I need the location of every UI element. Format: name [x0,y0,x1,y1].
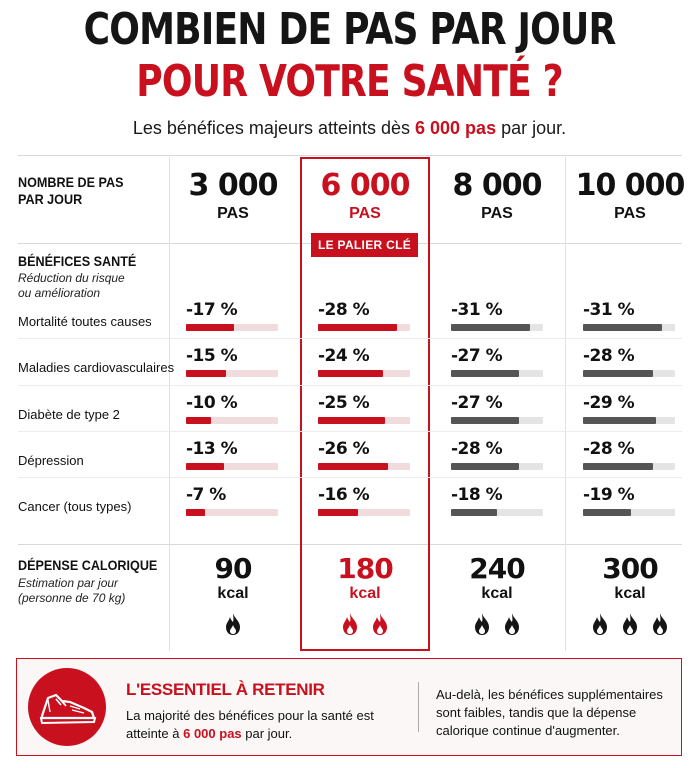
sneaker-badge [28,668,106,746]
takeaway-separator [418,682,419,732]
risk-bar-track [451,324,543,331]
risk-reduction-value: -31 % [451,300,503,320]
risk-bar-track [318,324,410,331]
risk-reduction-value: -13 % [186,439,238,459]
flame-icon [615,623,645,640]
risk-reduction-value: -26 % [318,439,370,459]
risk-bar-track [583,509,675,516]
risk-bar-fill [583,417,656,424]
kcal-value: 180 [337,552,393,585]
steps-unit: PAS [349,205,381,222]
risk-bar-fill [451,324,530,331]
risk-bar-fill [318,324,397,331]
row-divider [18,477,682,478]
risk-bar-track [318,370,410,377]
steps-count: 3 000 [188,168,278,203]
risk-bar-track [583,324,675,331]
risk-reduction-value: -7 % [186,485,226,505]
flame-icon [497,623,527,640]
kcal-unit: kcal [349,585,381,602]
condition-label: Mortalité toutes causes [18,314,152,329]
takeaway-right-text: Au-delà, les bénéfices supplémentaires sont faibles, tandis que la dépense calorique continue d'augmenter. [436,687,663,738]
risk-reduction-value: -19 % [583,485,635,505]
risk-bar-track [186,463,278,470]
key-threshold-badge: LE PALIER CLÉ [311,233,418,257]
risk-reduction-value: -28 % [451,439,503,459]
row-divider [18,338,682,339]
kcal-unit: kcal [614,585,646,602]
steps-unit: PAS [481,205,513,222]
risk-reduction-value: -24 % [318,346,370,366]
flame-icon [585,623,615,640]
divider [18,155,682,156]
calories-row-note: Estimation par jour (personne de 70 kg) [18,576,126,605]
kcal-value: 300 [602,552,658,585]
risk-reduction-value: -18 % [451,485,503,505]
risk-bar-fill [318,417,385,424]
risk-reduction-value: -16 % [318,485,370,505]
steps-count: 10 000 [575,168,685,203]
benefits-row-label: BÉNÉFICES SANTÉ [18,253,137,269]
risk-bar-track [186,324,278,331]
risk-bar-fill [583,463,653,470]
risk-reduction-value: -31 % [583,300,635,320]
condition-label: Dépression [18,453,84,468]
kcal-value: 240 [469,552,525,585]
takeaway-text-start: La majorité des bénéfices pour la santé est atteinte à [126,708,374,741]
row-divider [18,385,682,386]
flame-icon [645,623,675,640]
steps-count: 8 000 [452,168,542,203]
flame-icon [335,623,365,640]
risk-bar-track [186,370,278,377]
risk-reduction-value: -29 % [583,393,635,413]
risk-bar-track [583,370,675,377]
kcal-unit: kcal [481,585,513,602]
benefits-row-note: Réduction du risque ou amélioration [18,271,125,300]
risk-reduction-value: -28 % [583,439,635,459]
risk-bar-fill [583,324,662,331]
kcal-value: 90 [214,552,252,585]
risk-bar-track [318,509,410,516]
steps-unit: PAS [217,205,249,222]
risk-bar-track [451,463,543,470]
subtitle-text: Les bénéfices majeurs atteints dès [132,118,416,138]
risk-bar-track [186,417,278,424]
sneaker-icon [28,668,106,746]
flame-icon [365,623,395,640]
takeaway-text [126,707,416,743]
condition-label: Diabète de type 2 [18,407,120,422]
risk-bar-track [451,509,543,516]
risk-reduction-value: -28 % [583,346,635,366]
risk-reduction-value: -27 % [451,393,503,413]
steps-count: 6 000 [320,168,410,203]
risk-bar-track [318,463,410,470]
flame-rating [565,612,695,641]
subtitle-highlight: 6 000 pas [415,118,497,138]
flame-icon [218,623,248,640]
risk-bar-fill [186,370,226,377]
page-title-highlight: POUR VOTRE SANTÉ ? [136,56,563,107]
risk-bar-fill [186,509,205,516]
risk-reduction-value: -10 % [186,393,238,413]
steps-row-label: NOMBRE DE PAS PAR JOUR [18,174,124,207]
risk-bar-fill [583,509,631,516]
takeaway-title: L'ESSENTIEL À RETENIR [126,680,325,699]
calories-row-label: DÉPENSE CALORIQUE [18,557,158,573]
risk-bar-track [451,417,543,424]
risk-bar-fill [186,324,234,331]
risk-bar-fill [583,370,653,377]
condition-label: Maladies cardiovasculaires [18,360,175,375]
flame-rating [432,612,562,641]
risk-reduction-value: -17 % [186,300,238,320]
condition-label: Cancer (tous types) [18,499,132,514]
risk-reduction-value: -28 % [318,300,370,320]
risk-bar-fill [318,463,388,470]
risk-reduction-value: -15 % [186,346,238,366]
risk-reduction-value: -27 % [451,346,503,366]
risk-bar-fill [451,463,519,470]
risk-bar-track [186,509,278,516]
subtitle-text-end: par jour. [496,118,567,138]
page-title: COMBIEN DE PAS PAR JOUR [83,4,616,55]
flame-icon [467,623,497,640]
risk-bar-track [583,463,675,470]
risk-bar-track [318,417,410,424]
steps-unit: PAS [614,205,646,222]
flame-rating [300,612,430,641]
risk-bar-fill [186,417,211,424]
risk-bar-fill [318,370,383,377]
takeaway-text-end: par jour. [241,726,293,741]
kcal-unit: kcal [217,585,249,602]
row-divider [18,431,682,432]
page-subtitle [0,118,699,139]
flame-rating [168,612,298,641]
risk-bar-fill [186,463,224,470]
risk-reduction-value: -25 % [318,393,370,413]
risk-bar-fill [451,509,497,516]
risk-bar-track [451,370,543,377]
risk-bar-fill [451,417,519,424]
risk-bar-fill [451,370,519,377]
takeaway-highlight: 6 000 pas [183,726,242,741]
risk-bar-fill [318,509,358,516]
risk-bar-track [583,417,675,424]
